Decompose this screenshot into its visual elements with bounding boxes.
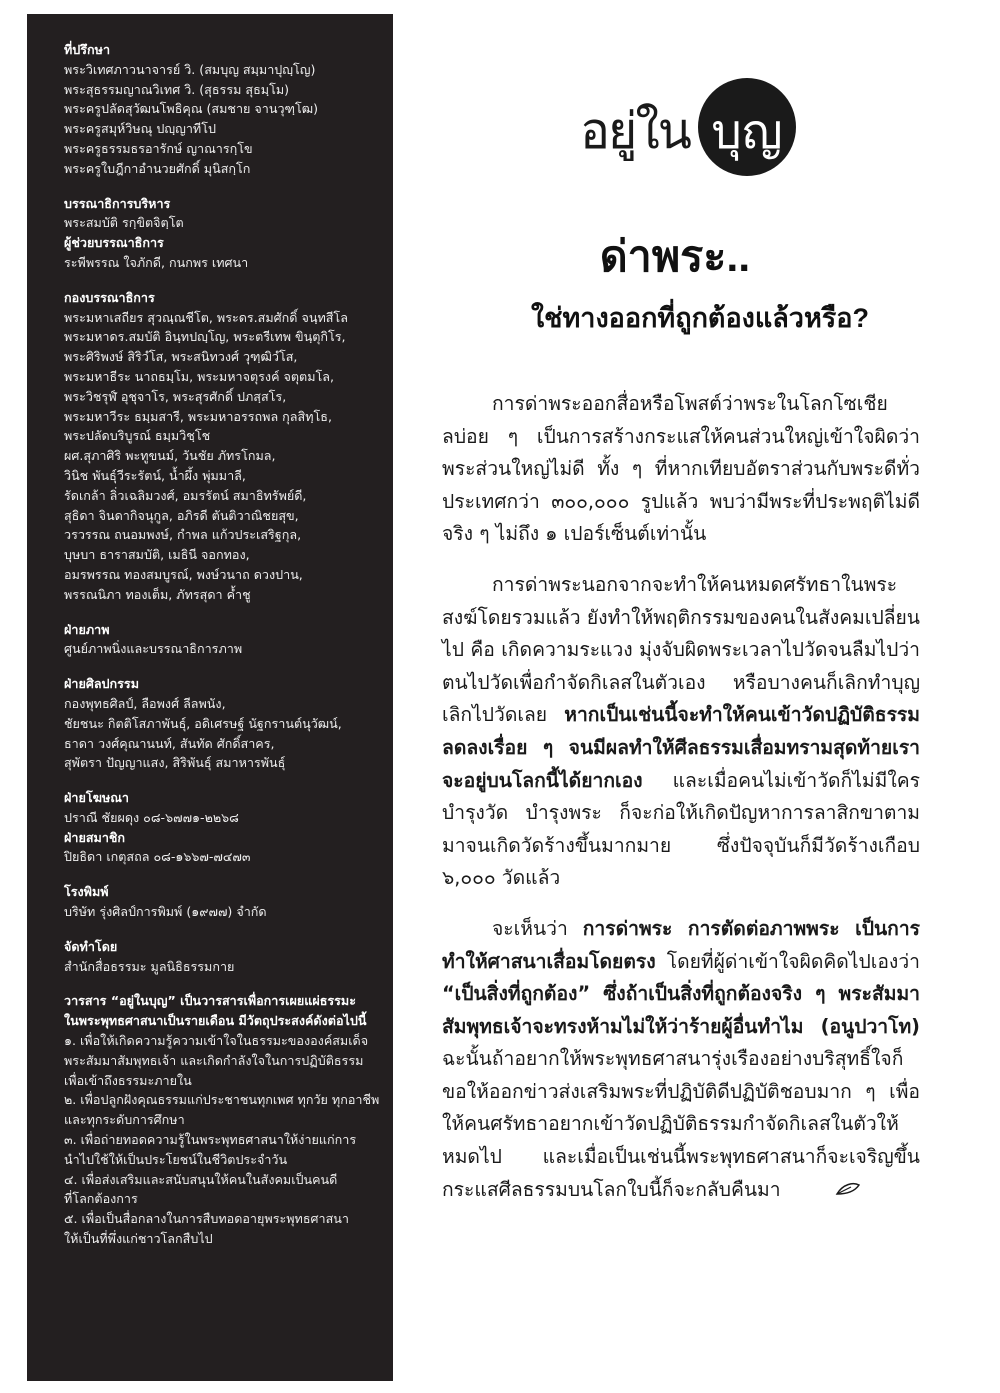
art-section [64,674,373,773]
purpose-line: พระสัมมาสัมพุทธเจ้า และเกิดกำลังใจในการปฏิบัติธรรม [64,1052,364,1068]
credits-sidebar [27,14,393,1381]
logo-circle [698,78,796,176]
advisor-line: พระสุธรรมญาณวิเทศ วิ. (สุธรรม สุธมฺโม) [64,81,290,97]
purpose-line: และทุกระดับการศึกษา [64,1112,185,1128]
paragraph-3 [442,913,920,1206]
editorial-line: วรวรรณ ถนอมพงษ์, กำพล แก้วประเสริฐกุล, [64,527,302,543]
paragraph-2 [442,569,920,895]
editorial-line: พระมหาเสถียร สุวณฺณชีโต, พระดร.สมศักดิ์ จนฺทสีโล [64,309,348,325]
advisor-line: พระครูปลัดสุวัฒนโพธิคุณ (สมชาย จานวุฑฺโฒ) [64,101,319,117]
editorial-line: พระมหาดร.สมบัติ อินฺทปญฺโญ, พระตรีเทพ ขินฺตุกิโร, [64,329,346,345]
printer-section [64,882,373,922]
purpose-line: ที่โลกต้องการ [64,1191,138,1207]
editorial-line: บุษบา ธาราสมบัติ, เมธินี จอกทอง, [64,547,250,563]
logo-text-circle: บุญ [711,104,783,160]
purpose-heading: วารสาร “อยู่ในบุญ” เป็นวารสารเพื่อการเผยแผ่ธรรมะ [64,993,356,1009]
purpose-line: ๒. เพื่อปลูกฝังคุณธรรมแก่ประชาชนทุกเพศ ทุกวัย ทุกอาชีพ [64,1092,380,1108]
article-column [430,0,920,1393]
paragraph-3-text-end: ฉะนั้นถ้าอยากให้พระพุทธศาสนารุ่งเรืองอย่างบริสุทธิ์ใจก็ขอให้ออกข่าวส่งเสริมพระที่ปฏิบัติดีปฏิบัติชอบมาก ๆ เพื่อให้คนศรัทธาอยากเข้าวัดปฏิบัติธรรมกำจัดกิเลสในตัวให้หมดไป และเมื่อเป็นเช่นนี้พระพุทธศาสนาก็จะเจริญขึ้นกระแสศีลธรรมบนโลกใบนี้ก็จะกลับคืนมา [442,1047,920,1201]
leaf-end-mark-icon [785,1174,861,1207]
advisors-heading: ที่ปรึกษา [64,42,111,57]
producer-section [64,937,373,977]
purpose-line: ๔. เพื่อส่งเสริมและสนับสนุนให้คนในสังคมเป็นคนดี [64,1171,338,1187]
paragraph-3-text: จะเห็นว่า [492,916,583,940]
photo-line: ศูนย์ภาพนิ่งและบรรณาธิการภาพ [64,641,243,657]
editorial-line: สุธิดา จินดากิจนุกูล, อภิรดี ตันติวาณิชยสุข, [64,507,299,523]
purpose-section [64,991,380,1248]
ads-contact: ปราณี ชัยผดุง ๐๘-๖๗๗๑-๒๒๖๘ [64,809,239,825]
ads-section [64,788,373,867]
purpose-line: ๕. เพื่อเป็นสื่อกลางในการสืบทอดอายุพระพุทธศาสนา [64,1211,349,1227]
membership-heading: ฝ่ายสมาชิก [64,829,126,845]
photo-heading: ฝ่ายภาพ [64,621,110,637]
art-line: ชัยชนะ กิตติโสภาพันธุ์, อดิเศรษฐ์ นัฐกรานต์นุวัฒน์, [64,715,342,731]
art-heading: ฝ่ายศิลปกรรม [64,676,139,692]
purpose-line: เพื่อเข้าถึงธรรมะภายใน [64,1072,192,1088]
producer-name: สำนักสื่อธรรมะ มูลนิธิธรรมกาย [64,958,235,974]
managing-editor-heading: บรรณาธิการบริหาร [64,195,171,211]
editorial-line: ผศ.สุภาศิริ พะทูขนม์, วันชัย ภัทรโกมล, [64,448,276,464]
editorial-line: พระวิชรุฬ์ อุชุจาโร, พระสุรศักดิ์ ปภสฺสโร, [64,388,287,404]
managing-editor-name: พระสมบัติ รกฺขิตจิตฺโต [64,215,184,231]
paragraph-2-text: การด่าพระนอกจากจะทำให้คนหมดศรัทธาในพระสงฆ์โดยรวมแล้ว ยังทำให้พฤติกรรมของคนในสังคมเปลี่ยนไป คือ เกิดความระแวง มุ่งจับผิดพระเวลาไปวัดจนลืมไปว่าตนไปวัดเพื่อกำจัดกิเลสในตัวเอง หรือบางคนก็เลิกทำบุญ เลิกไปวัดเลย [442,572,920,727]
purpose-line: ๓. เพื่อถ่ายทอดความรู้ในพระพุทธศาสนาให้ง่ายแก่การ [64,1132,357,1148]
assistant-editor-names: ระพีพรรณ ใจภักดี, กนกพร เทศนา [64,254,249,270]
producer-heading: จัดทำโดย [64,938,118,954]
editorial-board-heading: กองบรรณาธิการ [64,289,155,305]
editorial-board-section [64,288,373,605]
advisor-line: พระครูสมุห์วิษณุ ปญฺญาทีโป [64,121,216,137]
article-body [442,388,920,1224]
managing-editor-section [64,194,373,273]
purpose-line: ๑. เพื่อให้เกิดความรู้ความเข้าใจในธรรมะขององค์สมเด็จ [64,1033,369,1049]
printer-heading: โรงพิมพ์ [64,884,109,900]
purpose-line: ให้เป็นที่พึ่งแก่ชาวโลกสืบไป [64,1231,213,1247]
editorial-line: พระศิริพงษ์ สิริวํโส, พระสนิทวงศ์ วุฑฺฒิวํโส, [64,349,298,365]
purpose-heading: ในพระพุทธศาสนาเป็นรายเดือน มีวัตถุประสงค์ดังต่อไปนี้ [64,1013,367,1029]
editorial-line: รัดเกล้า ลิ่วเฉลิมวงศ์, อมรรัตน์ สมาธิทรัพย์ดี, [64,487,307,503]
membership-contact: ปิยธิดา เกตุสถล ๐๘-๑๖๖๗-๗๔๗๓ [64,849,251,865]
paragraph-3-text-mid: โดยที่ผู้ด่าเข้าใจผิดคิดไปเองว่า [655,949,920,973]
magazine-logo [580,78,810,178]
purpose-line: นำไปใช้ให้เป็นประโยชน์ในชีวิตประจำวัน [64,1151,288,1167]
printer-name: บริษัท รุ่งศิลป์การพิมพ์ (๑๙๗๗) จำกัด [64,904,267,920]
advisor-line: พระครูธรรมธรอารักษ์ ญาณารกฺโข [64,140,253,156]
editorial-line: พรรณนิภา ทองเต็ม, ภัทรสุดา ค้ำชู [64,586,251,602]
assistant-editor-heading: ผู้ช่วยบรรณาธิการ [64,235,164,251]
article-subtitle: ใช่ทางออกที่ถูกต้องแล้วหรือ? [531,303,869,333]
paragraph-1: การด่าพระออกสื่อหรือโพสต์ว่าพระในโลกโซเชียลบ่อย ๆ เป็นการสร้างกระแสให้คนส่วนใหญ่เข้าใจผิดว่าพระส่วนใหญ่ไม่ดี ทั้ง ๆ ที่หากเทียบอัตราส่วนกับพระดีทั่วประเทศกว่า ๓๐๐,๐๐๐ รูปแล้ว พบว่ามีพระที่ประพฤติไม่ดีจริง ๆ ไม่ถึง ๑ เปอร์เซ็นต์เท่านั้น [442,392,920,546]
editorial-line: พระมหาธีระ นาถธมฺโม, พระมหาจตุรงค์ จตุตมโล, [64,368,335,384]
advisors-section [64,40,373,179]
logo-text-left: อยู่ใน [580,102,690,160]
photo-section [64,620,373,660]
art-line: สุพัตรา ปัญญาแสง, สิริพันธุ์ สมาหารพันธุ์ [64,755,286,771]
paragraph-3-bold: การด่าพระ การตัดต่อภาพพระ เป็นการทำให้ศาสนาเสื่อมโดยตรง [442,916,920,973]
art-line: ธาดา วงศ์คุณานนท์, สันทัด ศักดิ์สาคร, [64,735,275,751]
ads-heading: ฝ่ายโฆษณา [64,790,129,806]
art-line: กองพุทธศิลป์, ลือพงศ์ ลีลพนัง, [64,695,226,711]
paragraph-2-text-end: และเมื่อคนไม่เข้าวัดก็ไม่มีใครบำรุงวัด บำรุงพระ ก็จะก่อให้เกิดปัญหาการลาสิกขาตามมาจนเกิดวัดร้างขึ้นมากมาย ซึ่งปัจจุบันก็มีวัดร้างเกือบ ๖,๐๐๐ วัดแล้ว [442,768,920,890]
advisor-line: พระครูใบฎีกาอำนวยศักดิ์ มุนิสกฺโก [64,160,251,176]
article-title: ด่าพระ.. [599,233,751,281]
editorial-line: อมรพรรณ ทองสมบูรณ์, พงษ์วนาถ ดวงปาน, [64,566,303,582]
paragraph-3-bold-quote: “เป็นสิ่งที่ถูกต้อง” ซึ่งถ้าเป็นสิ่งที่ถูกต้องจริง ๆ พระสัมมาสัมพุทธเจ้าจะทรงห้ามไม่ให้ว่าร้ายผู้อื่นทำไม (อนูปวาโท) [442,982,920,1038]
paragraph-2-bold: หากเป็นเช่นนี้จะทำให้คนเข้าวัดปฏิบัติธรรมลดลงเรื่อย ๆ จนมีผลทำให้ศีลธรรมเสื่อมทรามสุดท้ายเราจะอยู่บนโลกนี้ได้ยากเอง [442,703,920,792]
advisor-line: พระวิเทศภาวนาจารย์ วิ. (สมบุญ สมฺมาปุญฺโญ) [64,61,316,77]
editorial-line: พระมหาวีระ ธมฺมสารี, พระมหาอรรถพล กุลสิทฺโธ, [64,408,332,424]
editorial-line: พระปลัดบริบูรณ์ ธมฺมวิชฺโช [64,428,211,444]
editorial-line: วินิช พันธุ์วีระรัตน์, น้ำผึ้ง พุ่มมาลี, [64,467,246,483]
